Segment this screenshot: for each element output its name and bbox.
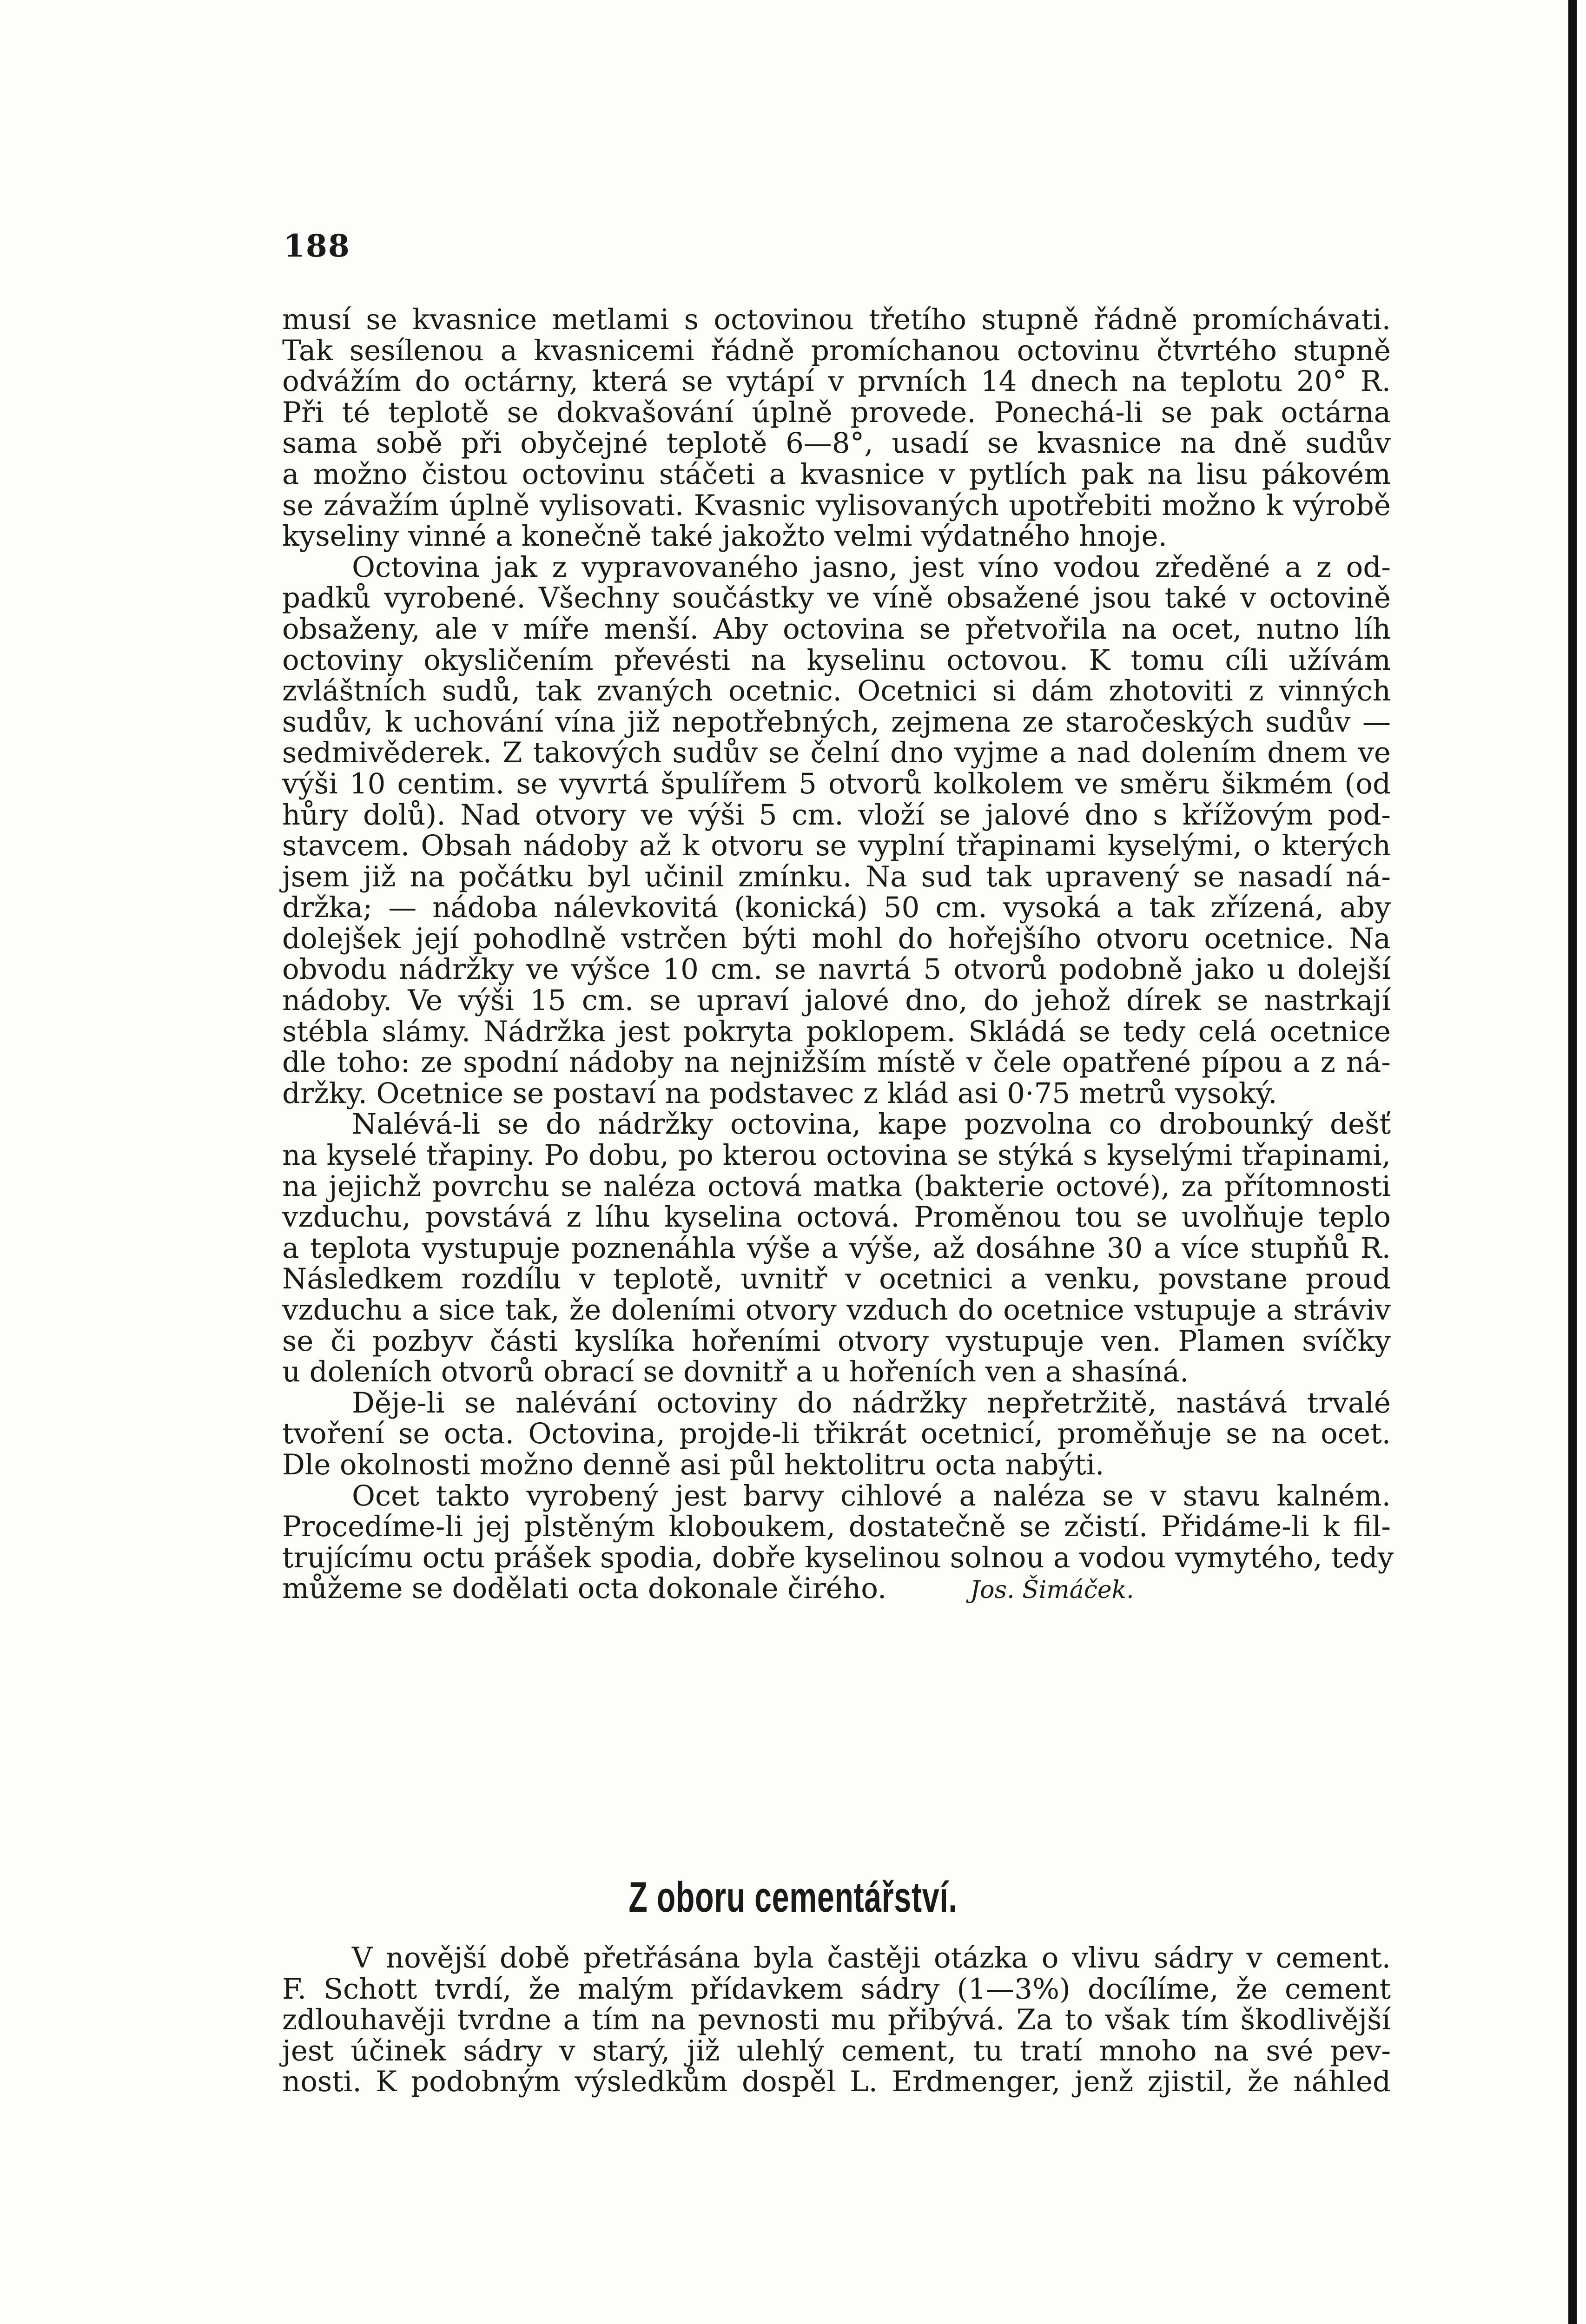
text-line: obvodu nádržky ve výšce 10 cm. se navrtá 5 otvorů podobně jako u dolejší: [282, 953, 1391, 986]
text-line: u doleních otvorů obrací se dovnitř a u hořeních ven a shasíná.: [282, 1355, 1189, 1389]
text-line: a teplota vystupuje poznenáhla výše a výše, až dosáhne 30 a více stupňů R.: [282, 1231, 1391, 1265]
text-line: nosti. K podobným výsledkům dospěl L. Erdmenger, jenž zjistil, že náhled: [282, 2065, 1391, 2099]
text-line: Nalévá-li se do nádržky octovina, kape pozvolna co drobounký dešť: [352, 1108, 1391, 1141]
text-line: Děje-li se nalévání octoviny do nádržky nepřetržitě, nastává trvalé: [352, 1386, 1391, 1419]
article-vinegar-text: [282, 303, 1394, 1606]
text-line: tvoření se octa. Octovina, projde-li třikrát ocetnicí, proměňuje se na ocet.: [282, 1417, 1391, 1451]
text-line: Procedíme-li jej plstěným kloboukem, dostatečně se zčistí. Přidáme-li k fil-: [282, 1510, 1391, 1544]
text-line: se či pozbyv části kyslíka hořeními otvory vystupuje ven. Plamen svíčky: [282, 1324, 1391, 1358]
text-line: dle toho: ze spodní nádoby na nejnižším místě v čele opatřené pípou a z ná-: [282, 1046, 1391, 1079]
text-line: sudův, k uchování vína již nepotřebných, zejmena ze staročeských sudův —: [282, 705, 1391, 739]
text-line: Následkem rozdílu v teplotě, uvnitř v ocetnici a venku, povstane proud: [282, 1262, 1391, 1296]
text-line: Ocet takto vyrobený jest barvy cihlové a naléza se v stavu kalném.: [352, 1479, 1391, 1512]
text-line: sedmivěderek. Z takových sudův se čelní dno vyjme a nad dolením dnem ve: [282, 736, 1391, 770]
text-line: jest účinek sádry v starý, již ulehlý cement, tu tratí mnoho na své pev-: [282, 2034, 1391, 2067]
text-line: vzduchu, povstává z líhu kyselina octová. Proměnou tou se uvolňuje teplo: [282, 1201, 1391, 1234]
text-line: hůry dolů). Nad otvory ve výši 5 cm. vloží se jalové dno s křížovým pod-: [282, 798, 1391, 832]
page-edge-rule: [1568, 0, 1577, 2324]
author-signature: Jos. Šimáček.: [970, 1576, 1134, 1604]
text-line: stébla slámy. Nádržka jest pokryta poklopem. Skládá se tedy celá ocetnice: [282, 1015, 1391, 1048]
text-line: odvážím do octárny, která se vytápí v prvních 14 dnech na teplotu 20° R.: [282, 365, 1391, 398]
text-line: nádoby. Ve výši 15 cm. se upraví jalové dno, do jehož dírek se nastrkají: [282, 984, 1391, 1017]
text-line: a možno čistou octovinu stáčeti a kvasnice v pytlích pak na lisu pákovém: [282, 457, 1391, 491]
text-line: F. Schott tvrdí, že malým přídavkem sádry (1—3%) docílíme, že cement: [282, 1972, 1391, 2006]
article-cement-text: [282, 1943, 1391, 2098]
text-line: obsaženy, ale v míře menší. Aby octovina se přetvořila na ocet, nutno líh: [282, 612, 1391, 646]
text-line: jsem již na počátku byl učinil zmínku. Na sud tak upravený se nasadí ná-: [282, 860, 1391, 893]
text-line: zvláštních sudů, tak zvaných ocetnic. Ocetnici si dám zhotoviti z vinných: [282, 674, 1391, 708]
text-line: na jejichž povrchu se naléza octová matka (bakterie octové), za přítomnosti: [282, 1169, 1391, 1203]
text-line: Dle okolnosti možno denně asi půl hektolitru octa nabýti.: [282, 1448, 1104, 1481]
text-line: výši 10 centim. se vyvrtá špulířem 5 otvorů kolkolem ve směru šikmém (od: [282, 767, 1391, 800]
text-line: sama sobě při obyčejné teplotě 6—8°, usadí se kvasnice na dně sudův: [282, 427, 1391, 460]
text-line: dolejšek její pohodlně vstrčen býti mohl do hořejšího otvoru ocetnice. Na: [282, 922, 1391, 955]
section-heading: Z oboru cementářství.: [628, 1874, 958, 1921]
text-line: na kyselé třapiny. Po dobu, po kterou octovina se stýká s kyselými třapinami,: [282, 1139, 1391, 1172]
page-number: 188: [284, 228, 350, 264]
text-line: octoviny okysličením převésti na kyselinu octovou. K tomu cíli užívám: [282, 643, 1391, 677]
text-line: padků vyrobené. Všechny součástky ve víně obsažené jsou také v octovině: [282, 581, 1391, 615]
text-line: zdlouhavěji tvrdne a tím na pevnosti mu přibývá. Za to však tím škodlivější: [282, 2003, 1391, 2037]
text-line: stavcem. Obsah nádoby až k otvoru se vyplní třapinami kyselými, o kterých: [282, 829, 1391, 863]
text-line: držka; — nádoba nálevkovitá (konická) 50 cm. vysoká a tak zřízená, aby: [282, 891, 1391, 924]
text-line: se závažím úplně vylisovati. Kvasnic vylisovaných upotřebiti možno k výrobě: [282, 489, 1391, 522]
text-line: V novější době přetřásána byla častěji otázka o vlivu sádry v cement.: [352, 1941, 1391, 1974]
text-line: Octovina jak z vypravovaného jasno, jest víno vodou zředěné a z od-: [352, 550, 1391, 584]
text-line: Tak sesílenou a kvasnicemi řádně promíchanou octovinu čtvrtého stupně: [282, 334, 1391, 367]
text-line: držky. Ocetnice se postaví na podstavec z klád asi 0·75 metrů vysoký.: [282, 1076, 1277, 1110]
text-line: kyseliny vinné a konečně také jakožto velmi výdatného hnoje.: [282, 520, 1168, 553]
text-line: vzduchu a sice tak, že doleními otvory vzduch do ocetnice vstupuje a stráviv: [282, 1294, 1391, 1327]
text-line: musí se kvasnice metlami s octovinou třetího stupně řádně promíchávati.: [282, 303, 1391, 336]
text-line: trujícímu octu prášek spodia, dobře kyselinou solnou a vodou vymytého, tedy: [282, 1541, 1394, 1574]
text-line-with-signature: [282, 1573, 1391, 1606]
text-line: Při té teplotě se dokvašování úplně provede. Ponechá-li se pak octárna: [282, 396, 1391, 429]
text-line: můžeme se dodělati octa dokonale čirého.: [282, 1572, 887, 1605]
